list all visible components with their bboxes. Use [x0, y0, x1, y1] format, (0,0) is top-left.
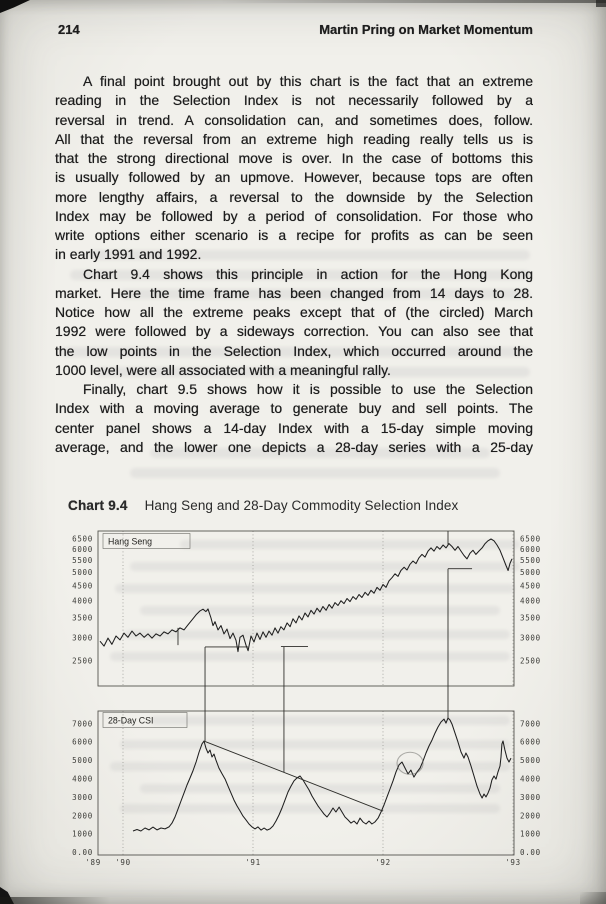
y-axis-label: 6500 [72, 534, 93, 544]
y-axis-label: 4000 [72, 774, 93, 784]
body-line: Index may be followed by a period of consolidation. For those who [55, 207, 533, 224]
y-axis-label: 4000 [520, 596, 541, 606]
csi-panel-frame [98, 711, 514, 855]
y-axis-label: 5500 [72, 555, 93, 565]
x-axis-label: '89 [85, 858, 101, 867]
scan-edge-artifact [0, 897, 110, 904]
page-number: 214 [58, 22, 80, 37]
chart-caption-title: Hang Seng and 28-Day Commodity Selection Index [144, 498, 459, 513]
scan-corner-artifact [580, 892, 606, 904]
body-line: average, and the lower one depicts a 28-day series with a 25-day [55, 438, 533, 455]
csi-downtrend-line [204, 741, 383, 811]
running-header: Martin Pring on Market Momentum [319, 22, 533, 37]
panel-label: Hang Seng [108, 536, 153, 547]
y-axis-label: 2500 [72, 656, 93, 666]
y-axis-label: 4500 [520, 581, 541, 591]
y-axis-label: 4000 [72, 596, 93, 606]
y-axis-label: 6500 [520, 534, 541, 544]
y-axis-label: 7000 [72, 719, 93, 729]
body-line: market. Here the time frame has been changed from 14 days to 28. [55, 284, 533, 301]
chart-caption-label: Chart 9.4 [68, 498, 128, 513]
y-axis-label: 3500 [520, 613, 541, 623]
y-axis-label: 5000 [520, 568, 541, 578]
body-line: more lengthy affairs, a reversal to the downside by the Selection [55, 188, 533, 205]
y-axis-label: 2000 [520, 811, 541, 821]
body-line: Finally, chart 9.5 shows how it is possible to use the Selection [83, 381, 533, 397]
panel-label: 28-Day CSI [108, 715, 154, 726]
y-axis-label: 3000 [520, 633, 541, 643]
hang-seng-price-line [100, 536, 512, 652]
y-axis-label: 0.00 [520, 848, 541, 858]
body-line: reading in the Selection Index is not necessarily followed by a [55, 92, 533, 109]
y-axis-label: 4500 [72, 581, 93, 591]
x-axis-label: '90 [115, 858, 131, 867]
y-axis-label: 6000 [520, 737, 541, 747]
y-axis-label: 3000 [72, 792, 93, 802]
y-axis-label: 5000 [72, 568, 93, 578]
scan-corner-artifact [0, 0, 30, 13]
page-header [55, 22, 533, 40]
body-line: center panel shows a 14-day Index with a 15-day simple moving [55, 419, 533, 436]
y-axis-label: 4000 [520, 774, 541, 784]
scan-edge-artifact [220, 0, 606, 3]
chart-9-4-hang-seng-and-csi [50, 520, 560, 880]
y-axis-label: 7000 [520, 719, 541, 729]
bleed-through-smudge [130, 468, 500, 478]
chart-caption [68, 498, 538, 513]
body-line: reversal in trend. A consolidation can, and sometimes does, follow. [55, 111, 533, 128]
body-line: 1000 level, were all associated with a meaningful rally. [55, 361, 391, 378]
body-line: All that the reversal from an extreme high reading really tells us is [55, 130, 533, 147]
body-line: Index with a moving average to generate buy and sell points. The [55, 400, 533, 417]
y-axis-label: 3000 [520, 792, 541, 802]
y-axis-label: 2500 [520, 656, 541, 666]
body-line: Notice how all the extreme peaks except that of (the circled) March [55, 304, 533, 320]
body-line: is usually followed by an upmove. However, because tops are often [55, 169, 533, 186]
y-axis-label: 3500 [72, 613, 93, 623]
y-axis-label: 1000 [72, 829, 93, 839]
body-line: that the strong directional move is over. In the case of bottoms this [55, 150, 533, 166]
y-axis-label: 1000 [520, 829, 541, 839]
y-axis-label: 5500 [520, 555, 541, 565]
y-axis-label: 6000 [520, 544, 541, 554]
body-line: in early 1991 and 1992. [55, 246, 202, 263]
y-axis-label: 5000 [520, 756, 541, 766]
y-axis-label: 6000 [72, 544, 93, 554]
csi-line [133, 718, 511, 831]
hang-seng-panel-frame [98, 531, 514, 686]
y-axis-label: 6000 [72, 737, 93, 747]
x-axis-label: '91 [245, 858, 261, 867]
x-axis-label: '92 [375, 858, 391, 867]
body-line: 1992 were followed by a sideways correction. You can also see that [55, 323, 533, 340]
body-text [55, 72, 533, 457]
body-line: A final point brought out by this chart is the fact that an extreme [83, 73, 533, 89]
y-axis-label: 5000 [72, 756, 93, 766]
y-axis-label: 3000 [72, 633, 93, 643]
x-axis-label: '93 [505, 858, 521, 867]
body-line: write options either scenario is a recipe for profits as can be seen [55, 227, 533, 243]
body-line: Chart 9.4 shows this principle in action for the Hong Kong [83, 265, 533, 282]
y-axis-label: 2000 [72, 811, 93, 821]
body-line: the low points in the Selection Index, which occurred around the [55, 342, 533, 359]
y-axis-label: 0.00 [72, 848, 93, 858]
